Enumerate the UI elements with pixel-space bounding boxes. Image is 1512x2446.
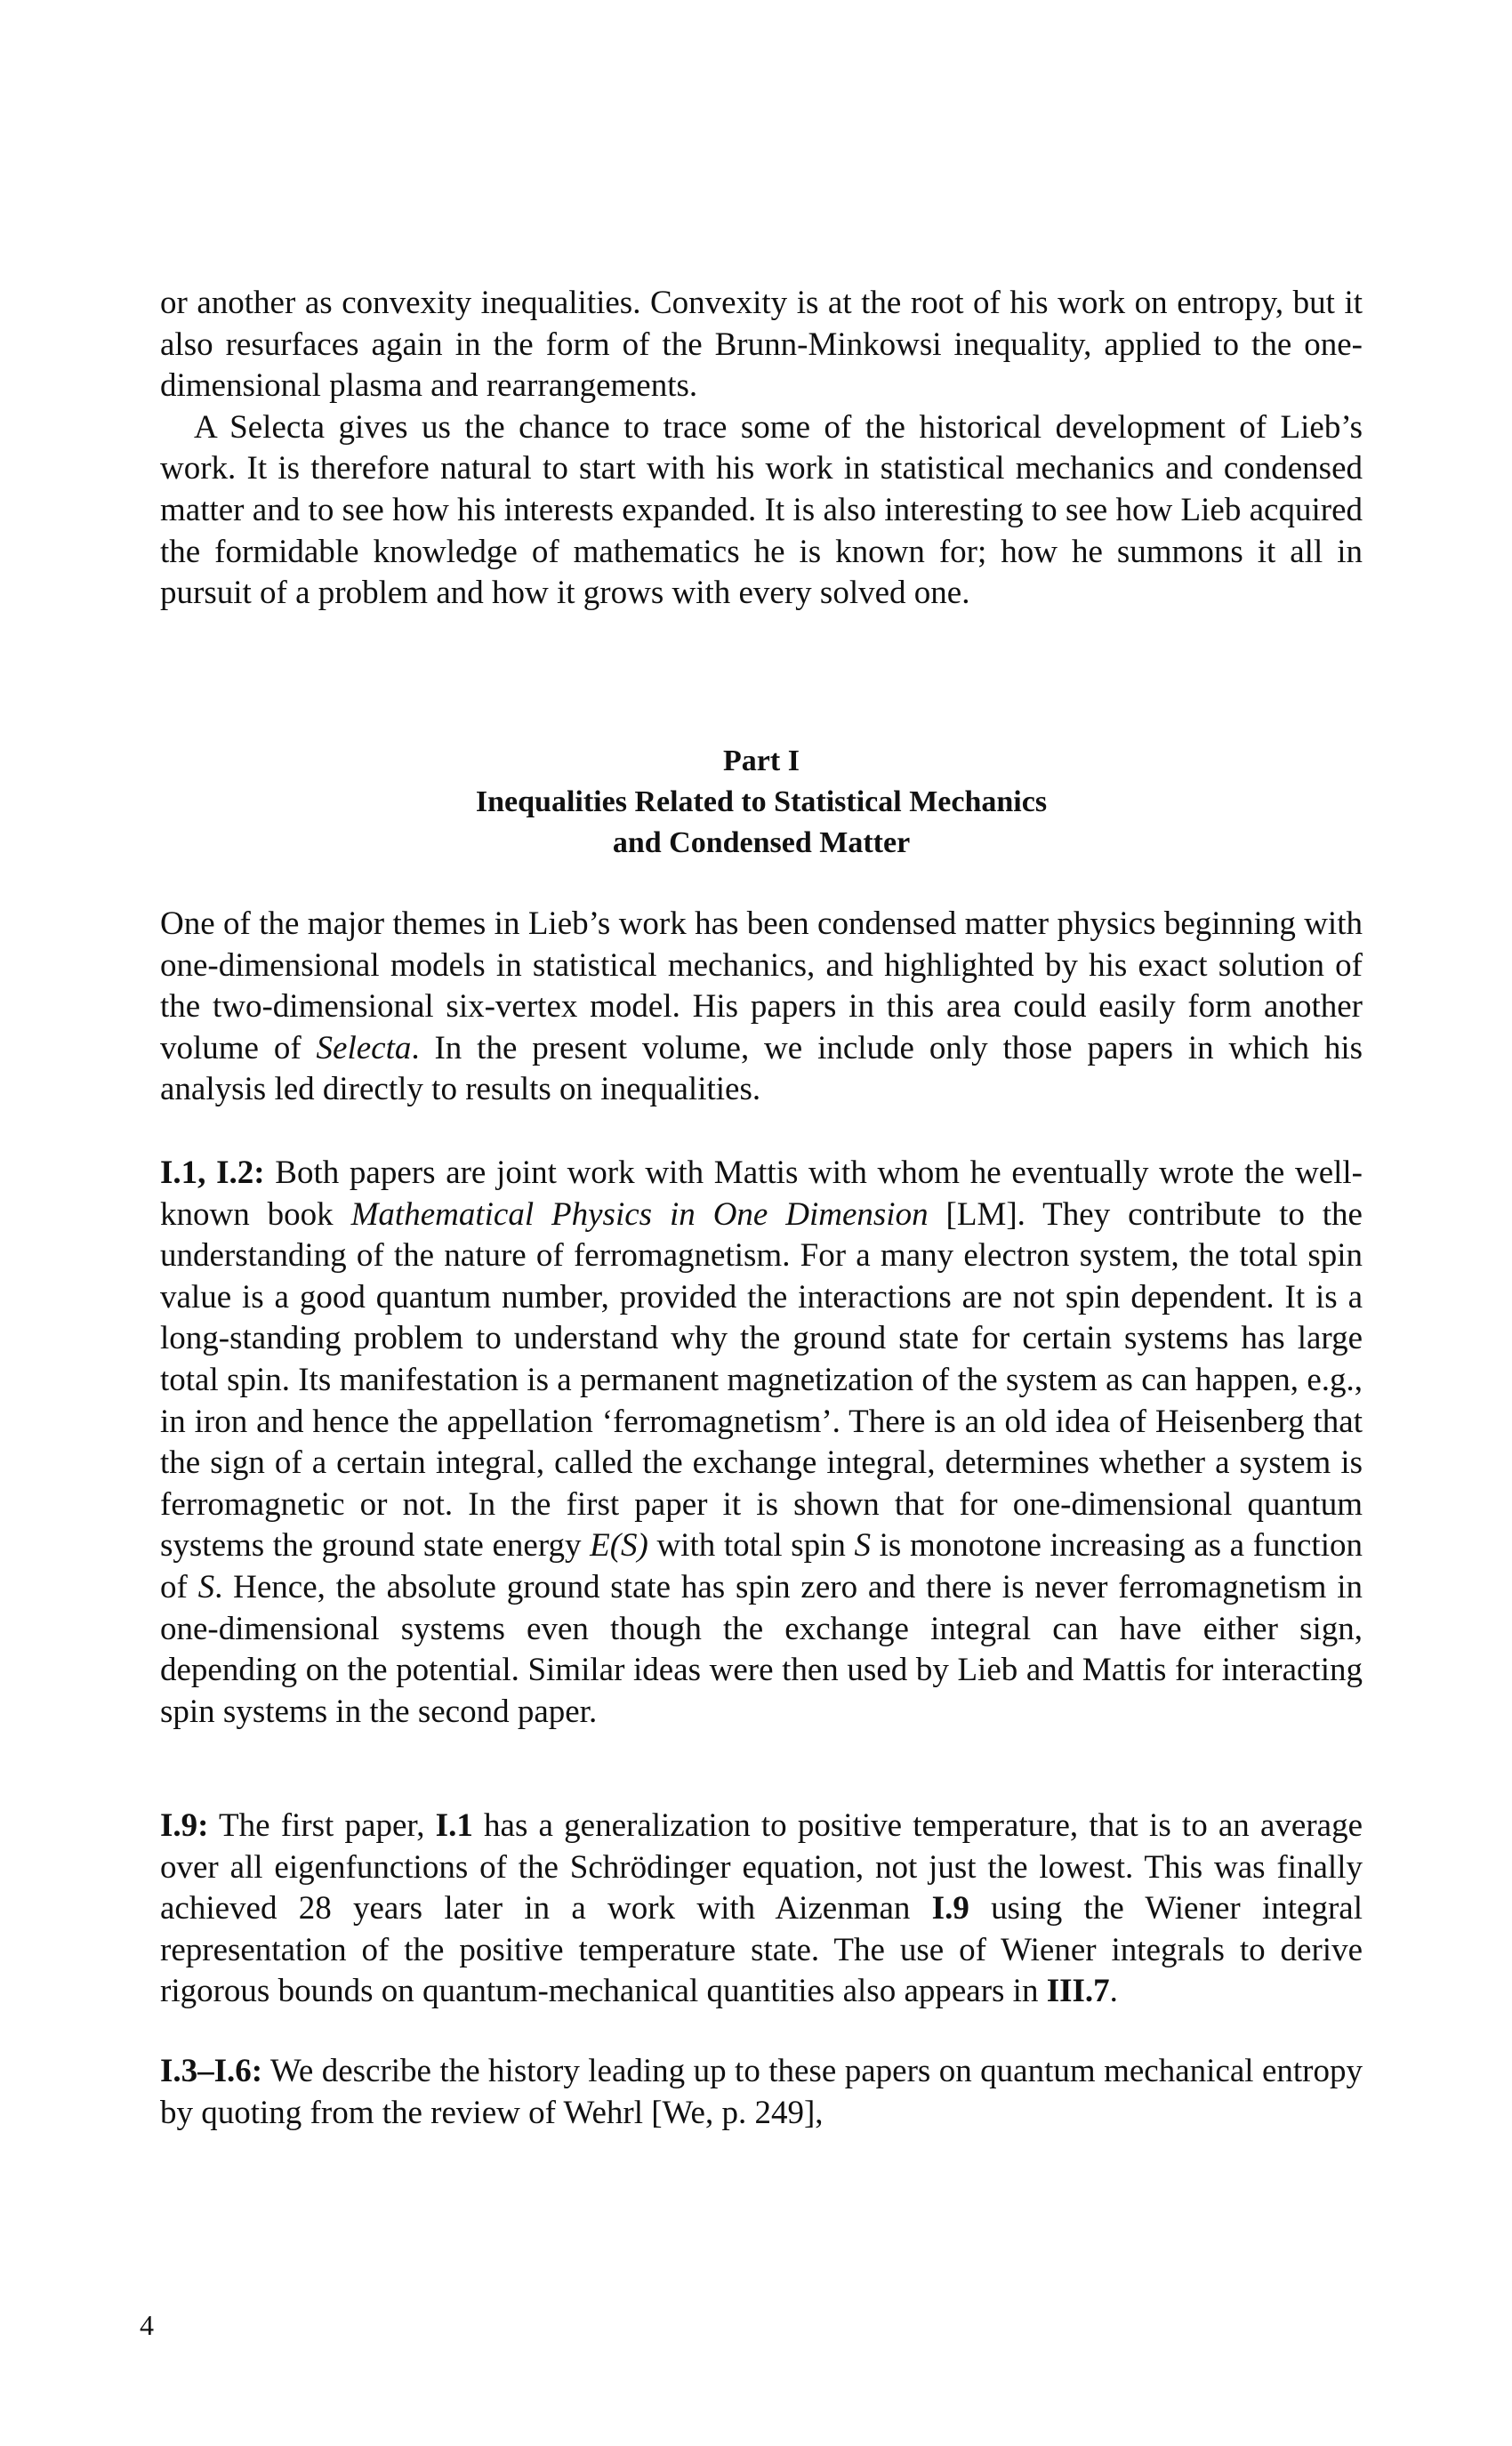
part-intro-text-b: . In the present volume, we include only those papers in which his analysis led directly to results on inequalities. <box>160 1029 1363 1108</box>
item-text: . <box>1109 1973 1118 2010</box>
paper-ref: I.9 <box>931 1890 969 1927</box>
book-title: Mathematical Physics in One Dimension <box>350 1195 929 1233</box>
item-i1-i2 <box>160 1153 1363 1733</box>
section-heading <box>160 741 1363 864</box>
item-label: I.9: <box>160 1807 209 1844</box>
intro-paragraph-2: A Selecta gives us the chance to trace some of the historical development of Lieb’s work. It is therefore natural to start with his work in statistical mechanics and condensed matter and to see how his interests expanded. It is also interesting to see how Lieb acquired the formidable knowledge of mathematics he is known for; how he summons it all in pursuit of a problem and how it grows with every solved one. <box>160 408 1363 612</box>
paper-ref: I.1 <box>435 1807 473 1844</box>
item-text: [LM]. They contribute to the understanding of the nature of ferromagnetism. For a many electron system, the total spin value is a good quantum number, provided the interactions are not spin dependent. It is a long-standing problem to understand why the ground state for certain systems has large total spin. Its manifestation is a permanent magnetization of the system as can happen, e.g., in iron and hence the appellation ‘ferromagnetism’. There is an old idea of Heisenberg that the sign of a certain integral, called the exchange integral, determines whether a system is ferromagnetic or not. In the first paper it is shown that for one-dimensional quantum systems the ground state energy <box>160 1195 1363 1565</box>
item-i3-paragraph <box>160 2051 1363 2134</box>
math-energy: E(S) <box>590 1527 648 1565</box>
page-number: 4 <box>140 2309 154 2341</box>
selecta-title: Selecta <box>316 1029 412 1066</box>
part-label: Part I <box>723 744 800 777</box>
math-spin: S <box>854 1527 872 1565</box>
item-i9 <box>160 1806 1363 2013</box>
item-text: with total spin <box>647 1527 855 1565</box>
item-i1-paragraph <box>160 1153 1363 1733</box>
section-title-line-2: and Condensed Matter <box>612 826 911 859</box>
part-intro-paragraph <box>160 904 1363 1111</box>
intro-paragraph-1: or another as convexity inequalities. Convexity is at the root of his work on entropy, but it also resurfaces again in the form of the Brunn-Minkowsi inequality, applied to the one-dimensional plasma and rearrangements. <box>160 285 1363 405</box>
intro-section <box>160 283 1363 615</box>
part-intro-text <box>160 904 1363 1111</box>
item-label: I.3–I.6: <box>160 2053 263 2089</box>
item-text: using the Wiener integral representation of the positive temperature state. The use of Wiener integrals to derive rigorous bounds on quantum-mechanical quantities also appears in <box>160 1890 1363 2010</box>
item-i3-i6 <box>160 2051 1363 2134</box>
item-label: I.1, I.2: <box>160 1155 265 1191</box>
paper-ref: III.7 <box>1046 1973 1110 2010</box>
item-i9-paragraph <box>160 1806 1363 2013</box>
item-text: is monotone increasing as a function of <box>160 1527 1363 1605</box>
part-intro-text-a: One of the major themes in Lieb’s work has been condensed matter physics beginning with one-dimensional models in statistical mechanics, and highlighted by his exact solution of the two-dimensional six-vertex model. His papers in this area could easily form another volume of <box>160 905 1363 1066</box>
item-text: Both papers are joint work with Mattis with whom he eventually wrote the well-known book <box>160 1155 1363 1233</box>
section-title-line-1: Inequalities Related to Statistical Mechanics <box>475 785 1048 818</box>
item-text: has a generalization to positive temperature, that is to an average over all eigenfunctions of the Schrödinger equation, not just the lowest. This was finally achieved 28 years later in a work with Aizenman <box>160 1807 1363 1927</box>
item-text: . Hence, the absolute ground state has spin zero and there is never ferromagnetism in one-dimensional systems even though the exchange integral can have either sign, depending on the potential. Similar ideas were then used by Lieb and Mattis for interacting spin systems in the second paper. <box>160 1568 1363 1730</box>
item-text: The first paper, <box>208 1807 436 1844</box>
item-text: We describe the history leading up to these papers on quantum mechanical entropy by quoting from the review of Wehrl [We, p. 249], <box>160 2053 1363 2131</box>
math-spin: S <box>197 1568 215 1605</box>
